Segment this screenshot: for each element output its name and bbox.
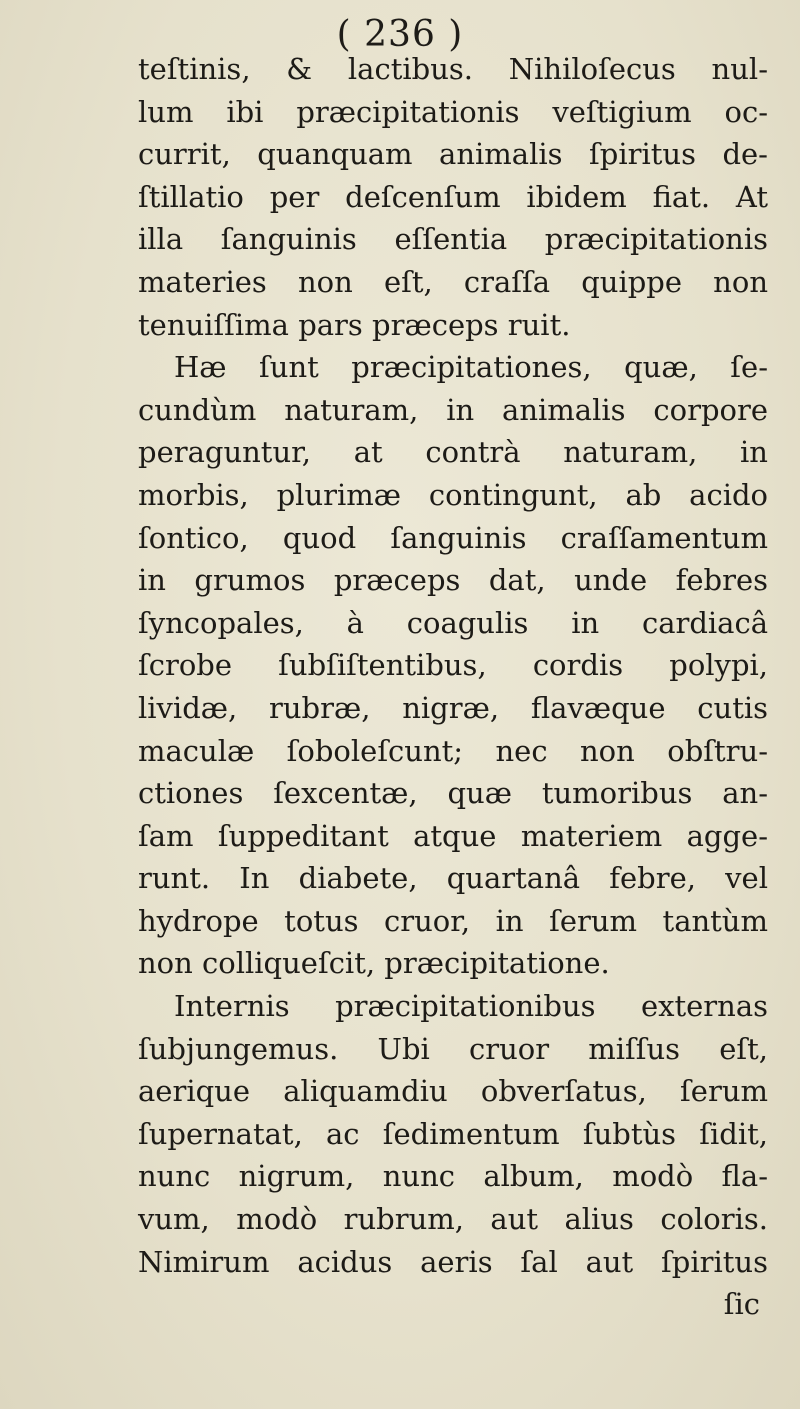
text-line: ſtillatio per deſcenſum ibidem fiat. At [138, 179, 768, 214]
text-line: ſubjungemus. Ubi cruor miſſus eſt, [138, 1031, 768, 1066]
text-line: tenuiſſima pars præceps ruit. [138, 307, 571, 342]
text-line: teſtinis, & lactibus. Nihiloſecus nul- [138, 52, 768, 86]
text-line: lum ibi præcipitationis veſtigium oc- [138, 94, 768, 129]
text-line: ſam ſuppeditant atque materiem agge- [138, 818, 768, 853]
text-line: ſcrobe ſubſiſtentibus, cordis polypi, [138, 648, 768, 683]
text-line: lividæ, rubræ, nigræ, flavæque cutis [138, 690, 768, 725]
text-line: non colliqueſcit, præcipitatione. [138, 946, 610, 981]
page-number: ( 236 ) [336, 14, 464, 55]
text-line: cundùm naturam, in animalis corpore [138, 392, 768, 427]
text-line: hydrope totus cruor, in ſerum tantùm [138, 903, 768, 938]
text-line: maculæ ſoboleſcunt; nec non obſtru- [138, 733, 768, 768]
text-line: ſyncopales, à coagulis in cardiacâ [138, 605, 768, 640]
text-line: vum, modò rubrum, aut alius coloris. [138, 1202, 768, 1237]
text-line: illa ſanguinis eſſentia præcipitationis [138, 222, 768, 257]
text-line: ſontico, quod ſanguinis craſſamentum [138, 520, 768, 555]
text-line: morbis, plurimæ contingunt, ab acido [138, 477, 768, 512]
text-line: in grumos præceps dat, unde febres [138, 563, 768, 598]
text-line: materies non eſt, craſſa quippe non [138, 264, 768, 299]
text-line: ſupernatat, ac ſedimentum ſubtùs ſidit, [138, 1116, 768, 1151]
text-line: nunc nigrum, nunc album, modò fla- [138, 1159, 768, 1194]
text-line: ctiones ſexcentæ, quæ tumoribus an- [138, 776, 768, 811]
body-text [138, 48, 768, 1326]
text-line: runt. In diabete, quartanâ febre, vel [138, 861, 768, 896]
catchword: ſic [723, 1287, 760, 1322]
text-line: currit, quanquam animalis ſpiritus de- [138, 137, 768, 172]
text-line: aerique aliquamdiu obverſatus, ſerum [138, 1074, 768, 1109]
paragraph-start-line: Internis præcipitationibus externas [174, 989, 768, 1024]
paragraph-start-line: Hæ ſunt præcipitationes, quæ, ſe- [174, 350, 768, 385]
text-line: peraguntur, at contrà naturam, in [138, 435, 768, 470]
text-line: Nimirum acidus aeris ſal aut ſpiritus [138, 1244, 768, 1279]
